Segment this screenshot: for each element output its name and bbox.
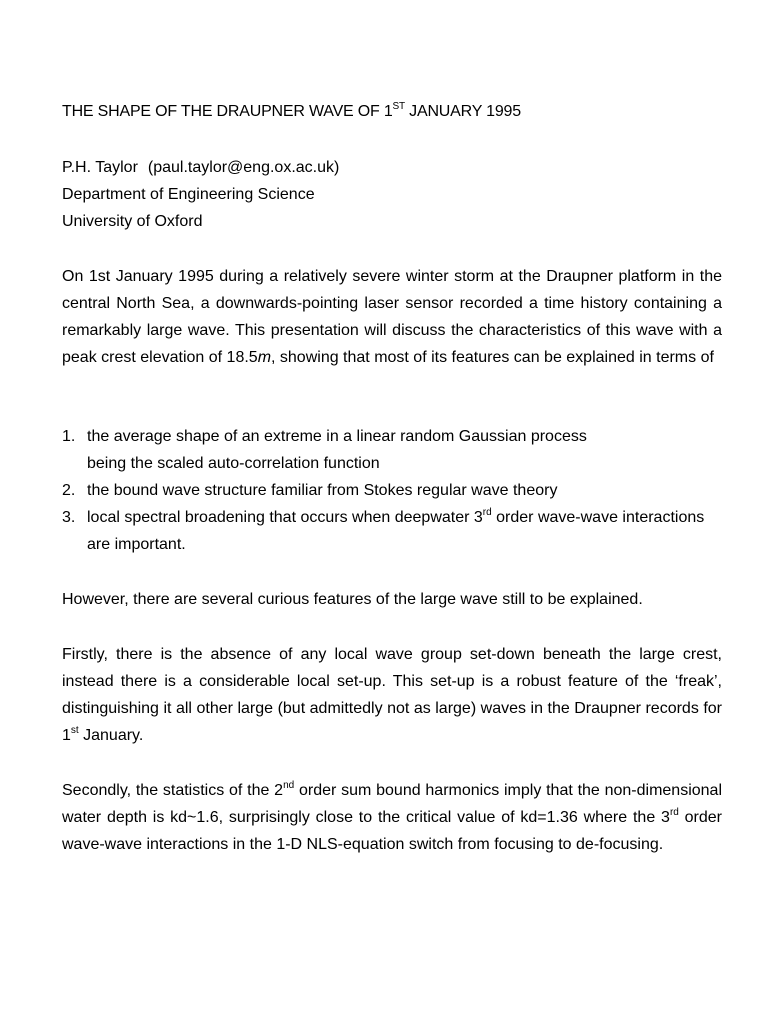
author-name: P.H. Taylor (62, 159, 138, 176)
list-text (87, 506, 705, 553)
author-university: University of Oxford (62, 213, 203, 230)
intro-text-end: , showing that most of its features can be explained in terms of (271, 349, 714, 366)
author-line (62, 154, 722, 181)
firstly-paragraph (62, 641, 722, 749)
secondly-text-3: order wave-wave interactions in the 1-D NLS-equation switch from focusing to de-focusing. (62, 809, 723, 853)
document-page (62, 98, 722, 886)
secondly-text-1: Secondly, the statistics of the 2 (62, 782, 284, 799)
author-department: Department of Engineering Science (62, 186, 315, 203)
title-text-end: JANUARY 1995 (404, 103, 521, 120)
list-item (62, 423, 722, 477)
list-superscript: rd (482, 506, 492, 518)
however-paragraph: However, there are several curious features of the large wave still to be explained. (62, 591, 643, 608)
list-number: 1. (62, 428, 76, 445)
title-text: THE SHAPE OF THE DRAUPNER WAVE OF 1 (62, 103, 393, 120)
secondly-superscript-2: rd (669, 806, 679, 818)
secondly-superscript-1: nd (283, 779, 295, 791)
author-email: (paul.taylor@eng.ox.ac.uk) (147, 159, 340, 176)
secondly-text-2: order sum bound harmonics imply that the non-dimensional water depth is kd~1.6, surprisingly close to the critical value of kd=1.36 where the 3 (62, 782, 723, 826)
secondly-paragraph (62, 777, 722, 858)
intro-paragraph (62, 263, 722, 371)
list-item (62, 477, 722, 504)
intro-italic-unit: m (257, 349, 272, 366)
list-number: 3. (62, 509, 76, 526)
list-number: 2. (62, 482, 76, 499)
list-text-part-end: order wave-wave interactions are important. (87, 509, 705, 553)
firstly-text-end: January. (78, 727, 144, 744)
list-item (62, 504, 722, 558)
firstly-superscript: st (70, 724, 79, 736)
title-superscript: ST (392, 100, 405, 112)
list-text: the bound wave structure familiar from Stokes regular wave theory (87, 482, 558, 499)
list-text: the average shape of an extreme in a linear random Gaussian process being the scaled auto-correlation function (87, 428, 587, 472)
document-title (62, 98, 722, 125)
author-block (62, 154, 722, 235)
firstly-text: Firstly, there is the absence of any local wave group set-down beneath the large crest, instead there is a considerable local set-up. This set-up is a robust feature of the ‘freak’, distinguishing it all other large (but admittedly not as large) waves in the Draupner records for 1 (62, 646, 722, 744)
list-text-part: local spectral broadening that occurs when deepwater 3 (87, 509, 483, 526)
intro-text: On 1st January 1995 during a relatively severe winter storm at the Draupner platform in the central North Sea, a downwards-pointing laser sensor recorded a time history containing a remarkably large wave. This presentation will discuss the characteristics of this wave with a peak crest elevation of 18.5 (62, 268, 722, 366)
feature-list (62, 423, 722, 558)
